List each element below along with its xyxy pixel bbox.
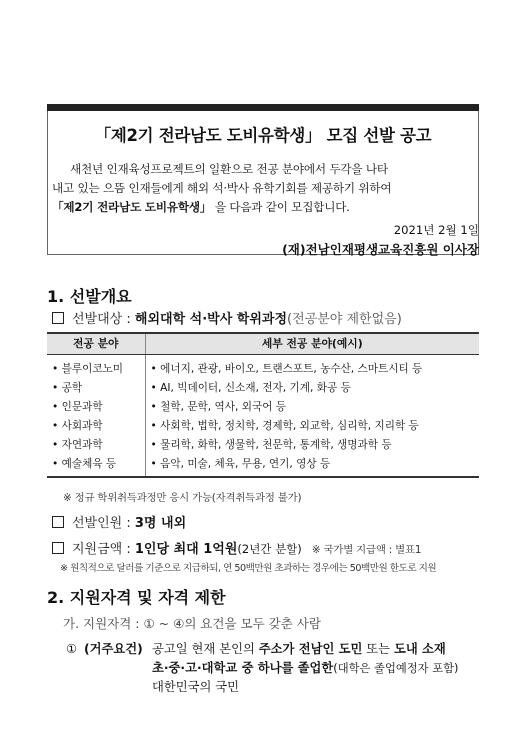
amount-note: ※ 국가별 지급액 : 별표1 <box>311 544 422 556</box>
requirement-1-number: ① <box>66 642 78 656</box>
requirement-1-tag: (거주요건) <box>84 642 143 656</box>
major-fields-table <box>47 332 479 478</box>
req1-part-e: 초·중·고·대학교 중 하나를 졸업한 <box>152 661 334 675</box>
req1-part-c: 또는 <box>366 642 391 656</box>
notice-top-rule <box>47 104 479 111</box>
target-label: 선발대상 : <box>72 312 131 327</box>
table-cell-field: • 인문과학 <box>47 397 145 416</box>
amount-line <box>52 538 421 557</box>
square-bullet-icon <box>52 312 64 324</box>
table-cell-field: • 사회과학 <box>47 416 145 435</box>
requirement-1-line-1 <box>152 640 482 659</box>
section-1-heading: 1. 선발개요 <box>47 287 132 306</box>
req1-part-f: (대학은 졸업예정자 포함) <box>333 662 459 675</box>
count-line <box>52 512 186 531</box>
paragraph-line-3 <box>52 198 480 217</box>
target-note: (전공분야 제한없음) <box>287 312 402 327</box>
table-header-field: 전공 분야 <box>47 333 145 354</box>
count-label: 선발인원 : <box>72 516 131 531</box>
table-cell-detail: • 철학, 문학, 역사, 외국어 등 <box>150 401 287 413</box>
amount-note-2: ※ 원칙적으로 달러를 기준으로 지급하되, 연 50백만원 초과하는 경우에는 50백만원 한도로 지원 <box>60 563 437 574</box>
subsection-a: 가. 지원자격 : ① ~ ④의 요건을 모두 갖춘 사람 <box>63 616 321 631</box>
paragraph-line-2: 내고 있는 으뜸 인재들에게 해외 석·박사 유학기회를 제공하기 위하여 <box>52 181 392 195</box>
table-row <box>47 416 479 435</box>
target-value: 해외대학 석·박사 학위과정 <box>134 312 288 327</box>
square-bullet-icon <box>52 542 64 554</box>
table-cell-detail: • 음악, 미술, 체육, 무용, 연기, 영상 등 <box>145 454 479 477</box>
table-cell-field: • 자연과학 <box>47 435 145 454</box>
paragraph-line-3-rest: 을 다음과 같이 모집합니다. <box>214 200 350 214</box>
table-row <box>47 378 479 397</box>
amount-split: (2년간 분할) <box>237 542 302 556</box>
table-row <box>47 454 479 477</box>
table-cell-field: • 블루이코노미 <box>47 354 145 378</box>
table-cell-detail: • 사회학, 법학, 정치학, 경제학, 외교학, 심리학, 지리학 등 <box>150 420 419 432</box>
amount-label: 지원금액 : <box>72 542 131 557</box>
table-cell-detail: • AI, 빅데이터, 신소재, 전자, 기계, 화공 등 <box>150 382 351 394</box>
notice-paragraph <box>52 160 480 217</box>
paragraph-line-1: 새천년 인재육성프로젝트의 일환으로 전공 분야에서 두각을 나타 <box>70 162 388 176</box>
table-note: ※ 정규 학위취득과정만 응시 가능(자격취득과정 불가) <box>63 492 302 504</box>
table-cell-field: • 공학 <box>47 378 145 397</box>
requirement-1-line-3: 대한민국의 국민 <box>152 680 240 694</box>
table-header-detail: 세부 전공 분야(예시) <box>145 333 479 354</box>
requirement-1-text <box>152 640 482 697</box>
table-row <box>47 435 479 454</box>
table-cell-field: • 예술체육 등 <box>47 454 145 477</box>
req1-part-b: 주소가 전남인 도민 <box>258 642 363 656</box>
requirement-1-line-2 <box>152 659 482 678</box>
program-name: 「제2기 전라남도 도비유학생」 <box>52 200 212 214</box>
notice-title: 「제2기 전라남도 도비유학생」 모집 선발 공고 <box>94 126 432 145</box>
notice-date: 2021년 2월 1일 <box>393 223 479 237</box>
table-row <box>47 397 479 416</box>
target-line <box>52 308 402 327</box>
notice-organization: (재)전남인재평생교육진흥원 이사장 <box>282 242 479 257</box>
table-cell-detail: • 물리학, 화학, 생물학, 천문학, 통계학, 생명과학 등 <box>150 439 392 451</box>
req1-part-d: 도내 소재 <box>393 642 446 656</box>
section-2-heading: 2. 지원자격 및 자격 제한 <box>47 588 226 607</box>
square-bullet-icon <box>52 516 64 528</box>
amount-value: 1인당 최대 1억원 <box>134 542 238 557</box>
table-cell-detail: • 에너지, 관광, 바이오, 트랜스포트, 농수산, 스마트시티 등 <box>150 363 423 376</box>
count-value: 3명 내외 <box>134 516 187 531</box>
req1-part-a: 공고일 현재 본인의 <box>152 642 255 656</box>
table-row <box>47 354 479 378</box>
